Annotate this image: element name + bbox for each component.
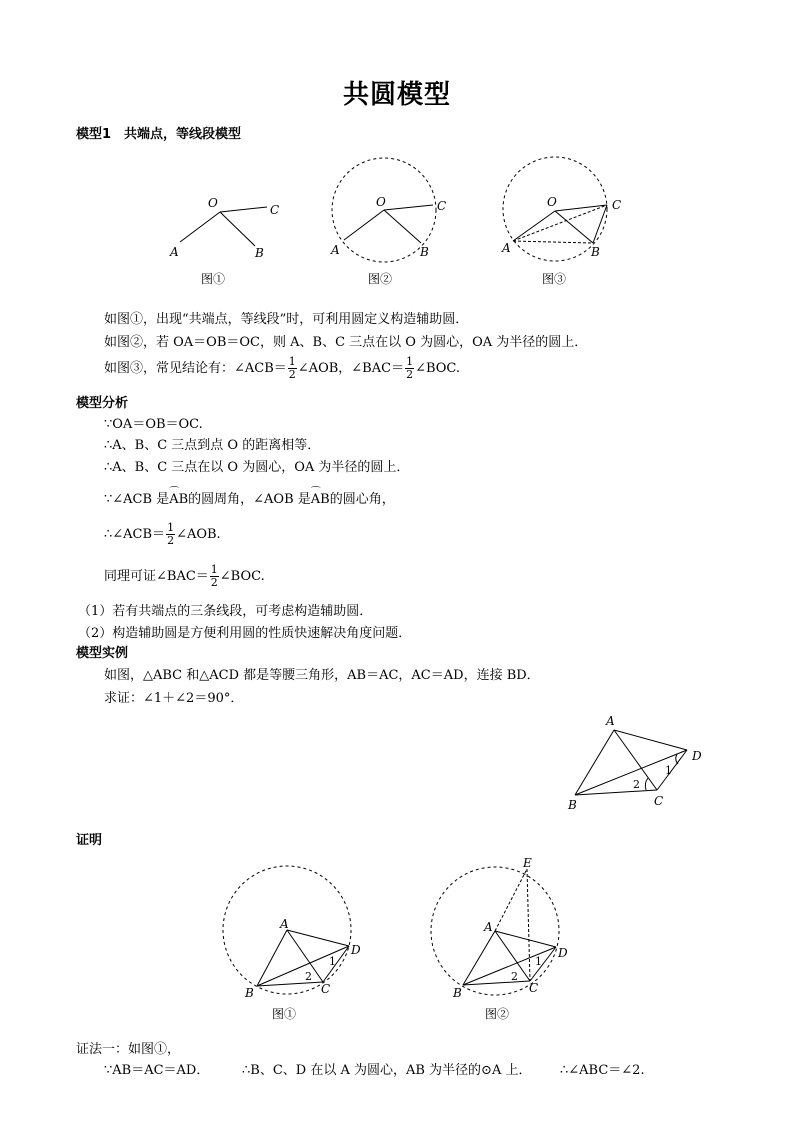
label-a: A xyxy=(170,245,179,259)
analysis-line-3: ∴A、B、C 三点在以 O 为圆心，OA 为半径的圆上． xyxy=(104,460,410,475)
label-a: A xyxy=(484,920,493,934)
example-figure xyxy=(560,710,720,820)
label-angle-2: 2 xyxy=(633,778,640,791)
label-d: D xyxy=(558,946,568,960)
example-line-2: 求证：∠1＋∠2＝90°． xyxy=(104,691,244,706)
label-o: O xyxy=(376,195,386,209)
analysis-line-6: 同理可证∠BAC＝ $\frac{1}{2}$ ∠BOC. xyxy=(104,563,265,589)
caption-fig-1: 图① xyxy=(201,272,226,286)
fraction-half: $\frac{1}{2}$ xyxy=(406,355,414,381)
label-angle-1: 1 xyxy=(535,955,542,968)
fraction-half: $\frac{1}{2}$ xyxy=(288,355,296,381)
proof-heading: 证明 xyxy=(76,833,103,848)
label-a: A xyxy=(502,241,511,255)
label-angle-1: 1 xyxy=(329,955,336,968)
model1-paragraph-1: 如图①，出现“共端点，等线段”时，可利用圆定义构造辅助圆． xyxy=(104,312,469,327)
label-o: O xyxy=(208,196,218,210)
proof-line-1: 证法一：如图①， xyxy=(76,1042,181,1057)
caption-proof-fig-2: 图② xyxy=(485,1007,510,1021)
label-a: A xyxy=(331,243,340,257)
caption-fig-3: 图③ xyxy=(542,272,567,286)
caption-proof-fig-1: 图① xyxy=(272,1007,297,1021)
label-angle-2: 2 xyxy=(305,970,312,983)
label-c: C xyxy=(321,982,331,996)
label-b: B xyxy=(420,245,429,259)
analysis-note-2: （2）构造辅助圆是方便利用圆的性质快速解决角度问题． xyxy=(78,626,412,641)
proof-line-2b: ∴B、C、D 在以 A 为圆心，AB 为半径的⊙A 上． xyxy=(242,1063,532,1078)
analysis-line-4: ∵∠ACB 是⌒ AB的圆周角，∠AOB 是⌒ AB的圆心角， xyxy=(104,488,395,507)
label-b: B xyxy=(568,798,577,812)
model1-figure-1 xyxy=(150,190,310,280)
label-b: B xyxy=(255,246,264,260)
proof-line-2a: ∵AB＝AC＝AD． xyxy=(104,1063,210,1078)
label-o: O xyxy=(547,195,557,209)
analysis-line-1: ∵OA＝OB＝OC. xyxy=(104,417,203,432)
page-title: 共圆模型 xyxy=(342,80,451,110)
label-b: B xyxy=(245,986,254,1000)
model1-figure-3 xyxy=(495,155,635,270)
model1-paragraph-3: 如图③，常见结论有：∠ACB＝ $\frac{1}{2}$ ∠AOB，∠BAC＝ $\frac{1}{2}$ ∠BOC. xyxy=(104,355,461,381)
analysis-heading: 模型分析 xyxy=(76,396,129,411)
label-b: B xyxy=(453,986,462,1000)
analysis-line-5: ∴∠ACB＝ $\frac{1}{2}$ ∠AOB. xyxy=(104,521,221,547)
label-d: D xyxy=(351,943,361,957)
label-b: B xyxy=(591,245,600,259)
label-angle-1: 1 xyxy=(665,764,672,777)
label-d: D xyxy=(692,749,702,763)
label-angle-2: 2 xyxy=(511,970,518,983)
caption-fig-2: 图② xyxy=(368,272,393,286)
model1-paragraph-2: 如图②，若 OA＝OB＝OC，则 A、B、C 三点在以 O 为圆心，OA 为半径的圆上． xyxy=(104,335,588,350)
arc-ab: ⌒ AB xyxy=(169,492,188,507)
label-c: C xyxy=(654,794,664,808)
label-a: A xyxy=(606,714,615,728)
label-e: E xyxy=(523,856,532,870)
model1-figure-2 xyxy=(320,155,460,270)
analysis-line-2: ∴A、B、C 三点到点 O 的距离相等． xyxy=(104,438,321,453)
analysis-note-1: （1）若有共端点的三条线段，可考虑构造辅助圆． xyxy=(78,604,373,619)
proof-figure-2 xyxy=(425,855,585,1000)
proof-line-2c: ∴∠ABC＝∠2. xyxy=(560,1063,645,1078)
fraction-half: $\frac{1}{2}$ xyxy=(210,563,218,589)
example-heading: 模型实例 xyxy=(76,646,129,661)
label-c: C xyxy=(437,199,447,213)
arc-ab: ⌒ AB xyxy=(311,492,330,507)
label-c: C xyxy=(529,981,539,995)
model1-heading: 模型1 共端点，等线段模型 xyxy=(76,127,242,142)
example-line-1: 如图，△ABC 和△ACD 都是等腰三角形，AB＝AC，AC＝AD，连接 BD． xyxy=(104,668,540,683)
label-c: C xyxy=(612,198,622,212)
proof-figure-1 xyxy=(215,862,365,1002)
label-a: A xyxy=(280,917,289,931)
label-c: C xyxy=(270,203,280,217)
fraction-half: $\frac{1}{2}$ xyxy=(167,521,175,547)
